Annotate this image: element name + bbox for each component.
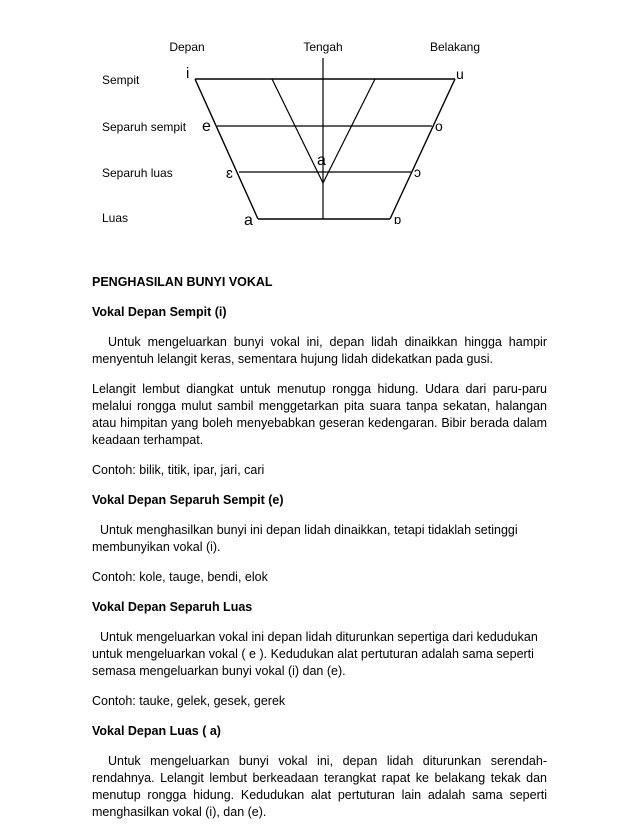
vowel-front-open: a <box>244 212 253 229</box>
vowel-front-open-mid: ɛ <box>226 165 233 182</box>
section-title-front-close: Vokal Depan Sempit (i) <box>92 305 227 319</box>
vowel-front-close-mid: e <box>202 118 211 135</box>
paragraph: Lelangit lembut diangkat untuk menutup rongga hidung. Udara dari paru-paru melalui rongga mulut sambil menggetarkan pita suara tanpa sekatan, halangan atau himpitan yang boleh menyebabkan geseran kedengaran. Bibir berada dalam keadaan terhampat. <box>92 382 547 447</box>
paragraph: Untuk mengeluarkan bunyi vokal ini, depan lidah diturunkan serendah-rendahnya. Lelangit lembut berkeadaan terangkat rapat ke belakang tekak dan menutup rongga hidung. Kedudukan alat pertuturan lain adalah sama seperti menghasilkan vokal (i), dan (e). <box>92 754 547 819</box>
vowel-back-close-mid: o <box>435 118 443 134</box>
paragraph: Untuk mengeluarkan bunyi vokal ini, depan lidah dinaikkan hingga hampir menyentuh lelangit keras, sementara hujung lidah didekatkan pada gusi. <box>92 335 547 366</box>
row-label-close-mid: Separuh sempit <box>102 120 187 134</box>
document-body <box>92 274 547 834</box>
vowel-back-open-mid: ɔ <box>414 164 421 180</box>
row-label-open: Luas <box>102 211 129 225</box>
trapezium-left-edge <box>195 79 258 219</box>
trapezium-right-edge <box>390 79 455 219</box>
example-line: Contoh: kole, tauge, bendi, elok <box>92 570 268 584</box>
central-v-right <box>323 79 375 183</box>
central-v-left <box>272 79 323 183</box>
paragraph: Untuk menghasilkan bunyi ini depan lidah dinaikkan, tetapi tidaklah setinggi membunyikan vokal (i). <box>92 523 518 554</box>
example-line: Contoh: bilik, titik, ipar, jari, cari <box>92 463 265 477</box>
vowel-back-open: ɒ <box>394 212 402 227</box>
vowel-back-close: u <box>456 66 464 82</box>
column-label-central: Tengah <box>303 40 343 54</box>
vowel-trapezium-diagram <box>0 0 638 260</box>
row-label-close: Sempit <box>102 73 140 87</box>
vowel-front-close: i <box>186 65 190 82</box>
section-title-front-open: Vokal Depan Luas ( a) <box>92 724 221 738</box>
section-title-front-open-mid: Vokal Depan Separuh Luas <box>92 600 253 614</box>
row-label-open-mid: Separuh luas <box>102 166 173 180</box>
column-label-front: Depan <box>169 40 205 54</box>
section-title-front-close-mid: Vokal Depan Separuh Sempit (e) <box>92 493 284 507</box>
document-heading: PENGHASILAN BUNYI VOKAL <box>92 275 273 289</box>
paragraph: Untuk mengeluarkan vokal ini depan lidah diturunkan sepertiga dari kedudukan untuk mengeluarkan vokal ( e ). Kedudukan alat pertuturan adalah sama seperti semasa mengeluarkan bunyi vokal (i) dan (e). <box>92 630 538 678</box>
example-line: Contoh: tauke, gelek, gesek, gerek <box>92 694 286 708</box>
vowel-central: a <box>317 152 326 169</box>
column-label-back: Belakang <box>429 40 481 54</box>
